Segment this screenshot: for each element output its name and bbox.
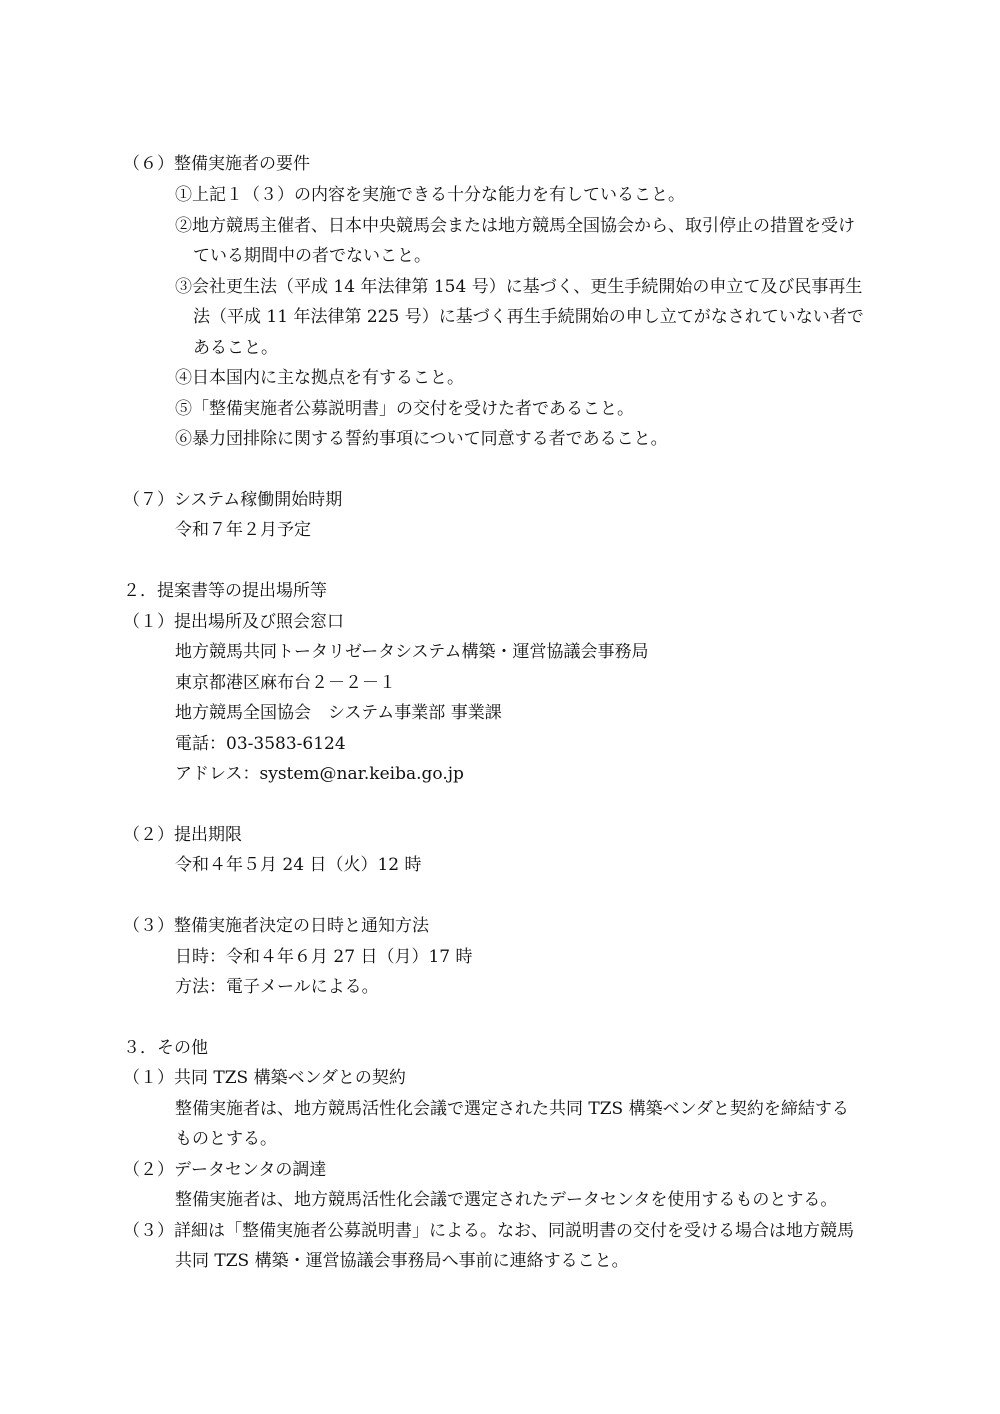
office-name: 地方競馬共同トータリゼータシステム構築・運営協議会事務局	[175, 642, 649, 662]
part-2-sub-3-heading: （３）整備実施者決定の日時と通知方法	[123, 916, 429, 936]
office-phone: 電話：03-3583-6124	[175, 734, 346, 754]
submission-deadline: 令和４年５月 24 日（火）12 時	[175, 855, 422, 875]
office-department: 地方競馬全国協会 システム事業部 事業課	[175, 703, 502, 723]
part-3-sub-3-text-cont: 共同 TZS 構築・運営協議会事務局へ事前に連絡すること。	[175, 1251, 629, 1271]
requirement-item-6: ⑥暴力団排除に関する誓約事項について同意する者であること。	[175, 429, 668, 449]
part-3-sub-3-text: （３）詳細は「整備実施者公募説明書」による。なお、同説明書の交付を受ける場合は地方競馬	[123, 1221, 854, 1241]
requirement-item-3-cont-1: 法（平成 11 年法律第 225 号）に基づく再生手続開始の申し立てがなされていない者で	[193, 307, 864, 327]
requirement-item-5: ⑤「整備実施者公募説明書」の交付を受けた者であること。	[175, 399, 634, 419]
requirement-item-4: ④日本国内に主な拠点を有すること。	[175, 368, 464, 388]
part-2-heading: ２．提案書等の提出場所等	[123, 581, 327, 601]
section-6-heading: （６）整備実施者の要件	[123, 154, 310, 174]
requirement-item-1: ①上記１（３）の内容を実施できる十分な能力を有していること。	[175, 185, 685, 205]
decision-datetime: 日時：令和４年６月 27 日（月）17 時	[175, 947, 473, 967]
datacenter-text: 整備実施者は、地方競馬活性化会議で選定されたデータセンタを使用するものとする。	[175, 1190, 838, 1210]
part-2-sub-2-heading: （２）提出期限	[123, 825, 242, 845]
office-email: アドレス：system@nar.keiba.go.jp	[175, 764, 464, 784]
notification-method: 方法：電子メールによる。	[175, 977, 379, 997]
requirement-item-3-cont-2: あること。	[193, 338, 278, 358]
office-address: 東京都港区麻布台２－２－１	[175, 673, 396, 693]
requirement-item-3: ③会社更生法（平成 14 年法律第 154 号）に基づく、更生手続開始の申立て及び民事再生	[175, 277, 863, 297]
part-3-sub-2-heading: （２）データセンタの調達	[123, 1160, 327, 1180]
requirement-item-2: ②地方競馬主催者、日本中央競馬会または地方競馬全国協会から、取引停止の措置を受け	[175, 216, 855, 236]
requirement-item-2-cont: ている期間中の者でないこと。	[193, 246, 431, 266]
part-3-heading: ３．その他	[123, 1038, 208, 1058]
section-7-heading: （７）システム稼働開始時期	[123, 490, 343, 510]
vendor-contract-text-cont: ものとする。	[175, 1129, 277, 1149]
vendor-contract-text: 整備実施者は、地方競馬活性化会議で選定された共同 TZS 構築ベンダと契約を締結する	[175, 1099, 849, 1119]
part-2-sub-1-heading: （１）提出場所及び照会窓口	[123, 612, 344, 632]
operation-start-date: 令和７年２月予定	[175, 520, 311, 540]
part-3-sub-1-heading: （１）共同 TZS 構築ベンダとの契約	[123, 1068, 406, 1088]
